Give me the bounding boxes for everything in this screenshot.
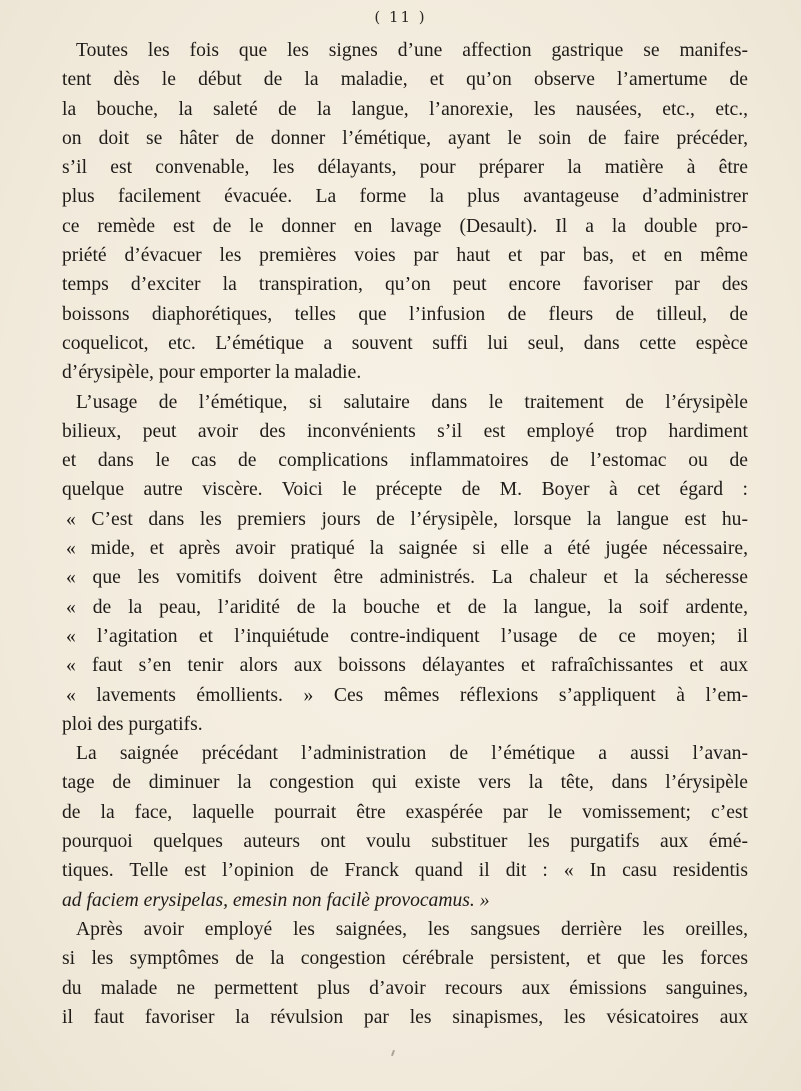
quote-line: « mide, et après avoir pratiqué la saignée si elle a été jugée nécessaire,	[66, 538, 748, 560]
quote-line: « C’est dans les premiers jours de l’érysipèle, lorsque la langue est hu-	[66, 508, 748, 530]
text-line: de la face, laquelle pourrait être exaspérée par le vomissement; c’est	[62, 801, 748, 823]
text-line: boissons diaphorétiques, telles que l’infusion de fleurs de tilleul, de	[62, 303, 748, 325]
text-line: Après avoir employé les saignées, les sangsues derrière les oreilles,	[76, 918, 748, 940]
text-line: du malade ne permettent plus d’avoir recours aux émissions sanguines,	[62, 977, 748, 999]
quote-line: « l’agitation et l’inquiétude contre-indiquent l’usage de ce moyen; il	[66, 625, 748, 647]
text-line: priété d’évacuer les premières voies par haut et par bas, et en même	[62, 245, 748, 267]
quote-line: « faut s’en tenir alors aux boissons délayantes et rafraîchissantes et aux	[66, 655, 748, 677]
text-line: ploi des purgatifs.	[62, 713, 203, 735]
text-line: tage de diminuer la congestion qui existe vers la tête, dans l’érysipèle	[62, 772, 748, 794]
quote-line: « lavements émollients. » Ces mêmes réflexions s’appliquent à l’em-	[66, 684, 748, 706]
text-line: la bouche, la saleté de la langue, l’anorexie, les nausées, etc., etc.,	[62, 98, 748, 120]
text-line: plus facilement évacuée. La forme la plus avantageuse d’administrer	[62, 186, 748, 208]
body-text	[62, 36, 748, 1032]
text-line: d’érysipèle, pour emporter la maladie.	[62, 362, 362, 384]
text-line: on doit se hâter de donner l’émétique, ayant le soin de faire précéder,	[62, 127, 748, 149]
text-line: bilieux, peut avoir des inconvénients s’il est employé trop hardiment	[62, 420, 748, 442]
text-line: et dans le cas de complications inflammatoires de l’estomac ou de	[62, 450, 748, 472]
text-line: il faut favoriser la révulsion par les sinapismes, les vésicatoires aux	[62, 1006, 748, 1028]
text-line: temps d’exciter la transpiration, qu’on peut encore favoriser par des	[62, 274, 748, 296]
paper-speck	[391, 1050, 395, 1056]
text-line: quelque autre viscère. Voici le précepte de M. Boyer à cet égard :	[62, 479, 748, 501]
text-line: ce remède est de le donner en lavage (Desault). Il a la double pro-	[62, 215, 748, 237]
text-line: si les symptômes de la congestion cérébrale persistent, et que les forces	[62, 948, 748, 970]
text-line: L’usage de l’émétique, si salutaire dans le traitement de l’érysipèle	[76, 391, 748, 413]
text-line: tiques. Telle est l’opinion de Franck quand il dit : « In casu residentis	[62, 860, 748, 882]
text-line: coquelicot, etc. L’émétique a souvent suffi lui seul, dans cette espèce	[62, 332, 748, 354]
page-number: ( 11 )	[374, 8, 427, 26]
latin-quote-line: ad faciem erysipelas, emesin non facilè provocamus. »	[62, 889, 490, 911]
text-line: Toutes les fois que les signes d’une affection gastrique se manifes-	[76, 40, 748, 61]
text-line: tent dès le début de la maladie, et qu’on observe l’amertume de	[62, 69, 748, 91]
quote-line: « de la peau, l’aridité de la bouche et de la langue, la soif ardente,	[66, 596, 748, 618]
text-line: pourquoi quelques auteurs ont voulu substituer les purgatifs aux émé-	[62, 831, 748, 853]
text-line: La saignée précédant l’administration de l’émétique a aussi l’avan-	[76, 743, 748, 765]
quote-line: « que les vomitifs doivent être administrés. La chaleur et la sécheresse	[66, 567, 748, 589]
text-line: s’il est convenable, les délayants, pour préparer la matière à être	[62, 157, 748, 179]
